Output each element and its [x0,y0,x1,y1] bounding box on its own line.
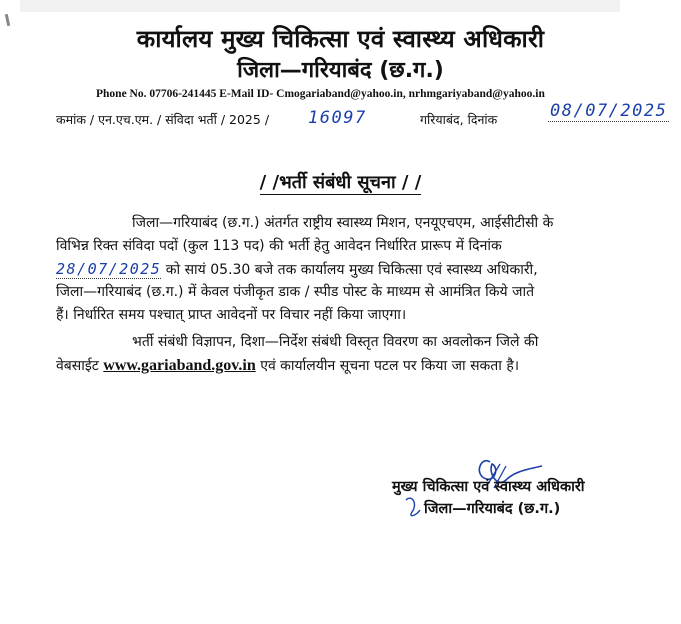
website-link[interactable]: www.gariaband.gov.in [103,357,256,374]
para2-prefix: वेबसाईट [56,358,99,374]
notice-heading [0,170,681,194]
para2-suffix: एवं कार्यालयीन सूचना पटल पर किया जा सकता है। [260,358,520,374]
para1-line2: विभिन्न रिक्त संविदा पदों (कुल 113 पद) की भर्ती हेतु आवेदन निर्धारित प्रारूप में दिनांक [56,238,502,254]
office-title: कार्यालय मुख्य चिकित्सा एवं स्वास्थ्य अधिकारी [136,25,545,53]
reference-number-handwritten: 16097 [308,108,367,128]
signatory-district: जिला—गरियाबंद (छ.ग.) [424,501,561,517]
para2-line2 [56,354,519,378]
para1-line4: जिला—गरियाबंद (छ.ग.) में केवल पंजीकृत डाक / स्पीड पोस्ट के माध्यम से आमंत्रित किये जाते [56,284,535,300]
reference-number-prefix: कमांक / एन.एच.एम. / संविदा भर्ती / 2025 / [56,112,270,127]
para1-line3 [56,258,538,282]
top-scan-band [20,0,620,12]
date-handwritten: 08/07/2025 [550,101,668,121]
notice-heading-text: / /भर्ती संबंधी सूचना / / [259,172,422,193]
place-date-label: गरियाबंद, दिनांक [420,112,498,127]
district-title: जिला—गरियाबंद (छ.ग.) [237,58,444,83]
para1-line1: जिला—गरियाबंद (छ.ग.) अंतर्गत राष्ट्रीय स्वास्थ्य मिशन, एनयूएचएम, आईसीटीसी के [132,215,554,231]
last-date-handwritten: 28/07/2025 [56,260,162,278]
para1-line3-text: को सायं 05.30 बजे तक कार्यालय मुख्य चिकित्सा एवं स्वास्थ्य अधिकारी, [165,262,538,278]
para2-line1: भर्ती संबंधी विज्ञापन, दिशा—निर्देश संबंधी विस्तृत विवरण का अवलोकन जिले की [132,334,539,350]
signatory-designation: मुख्य चिकित्सा एवं स्वास्थ्य अधिकारी [392,479,585,495]
contact-line: Phone No. 07706-241445 E-Mail ID- Cmogariaband@yahoo.in, nrhmgariyaband@yahoo.in [96,88,545,100]
para1-line5: हैं। निर्धारित समय पश्चात् प्राप्त आवेदनों पर विचार नहीं किया जाएगा। [56,307,407,323]
